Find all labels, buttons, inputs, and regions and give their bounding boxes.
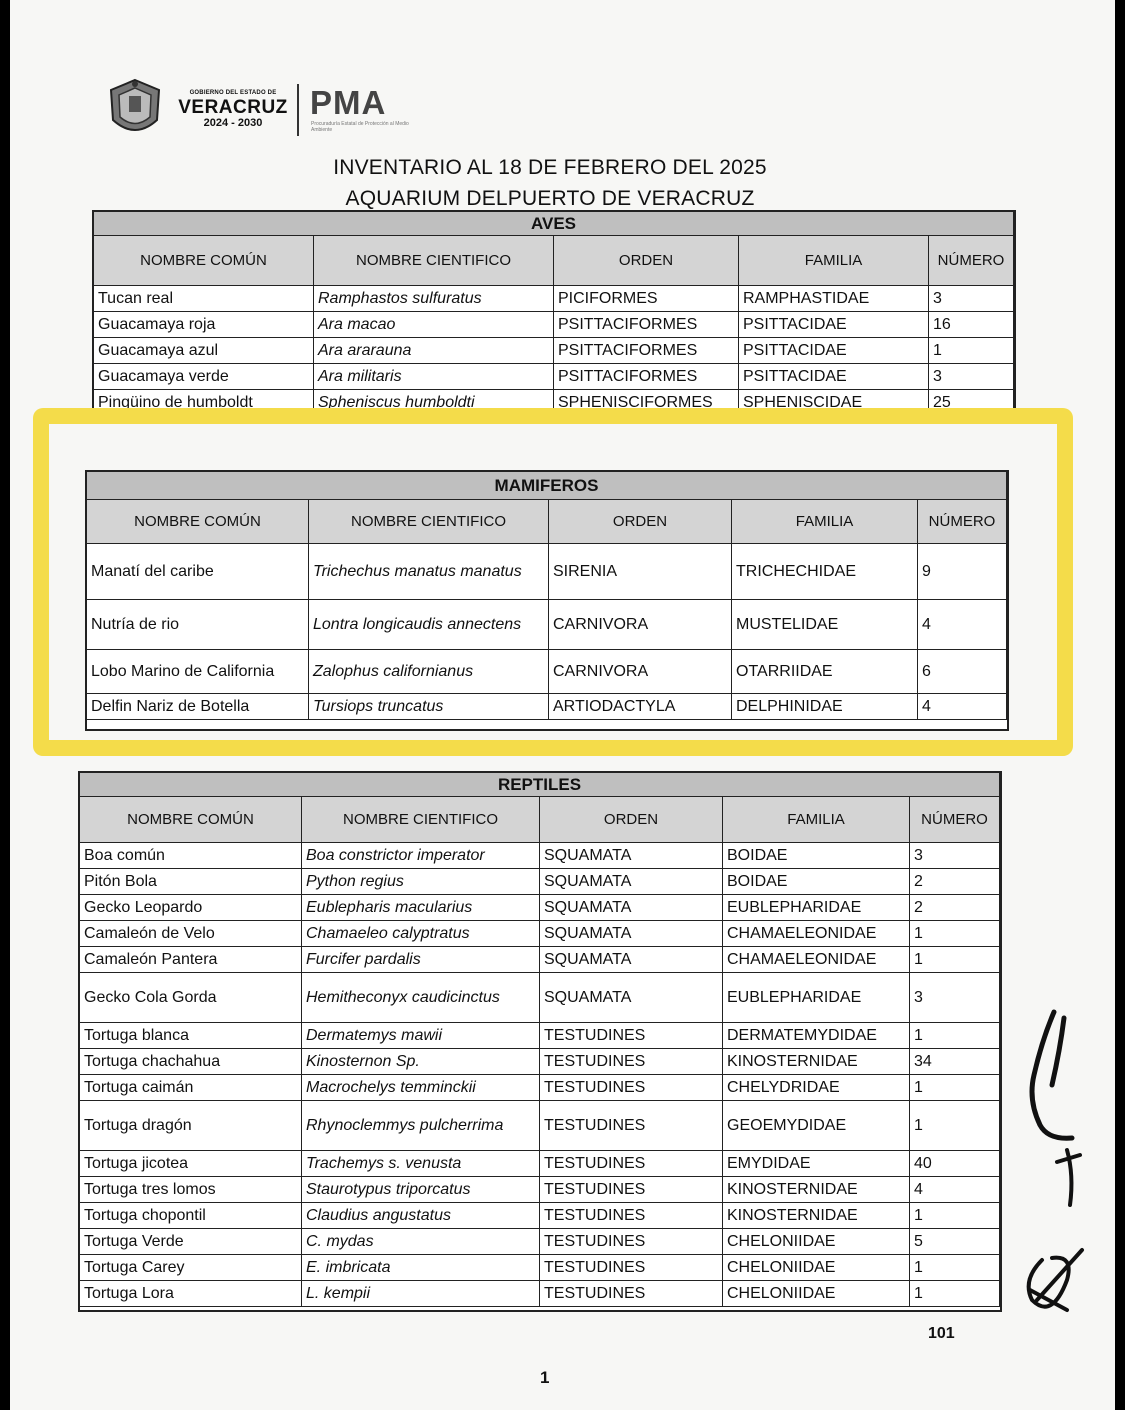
cell-orden: TESTUDINES [540,1023,723,1049]
cell-familia: GEOEMYDIDAE [723,1101,910,1151]
cell-nombre-cientifico: L. kempii [302,1281,540,1307]
column-header-nombre-comun: NOMBRE COMÚN [87,500,309,544]
cell-nombre-comun: Tortuga blanca [80,1023,302,1049]
cell-familia: KINOSTERNIDAE [723,1177,910,1203]
cell-nombre-cientifico: Furcifer pardalis [302,947,540,973]
column-header-numero: NÚMERO [929,236,1014,286]
section-title: REPTILES [80,773,1000,797]
cell-nombre-comun: Tortuga Verde [80,1229,302,1255]
column-header-familia: FAMILIA [723,797,910,843]
cell-familia: CHELONIIDAE [723,1255,910,1281]
cell-nombre-cientifico: Staurotypus triporcatus [302,1177,540,1203]
cell-familia: TRICHECHIDAE [732,544,918,600]
document-subtitle: AQUARIUM DELPUERTO DE VERACRUZ [345,187,755,210]
cell-numero: 4 [918,600,1007,650]
cell-nombre-cientifico: Dermatemys mawii [302,1023,540,1049]
document-title: INVENTARIO AL 18 DE FEBRERO DEL 2025 [333,156,767,179]
section-title: AVES [94,212,1014,236]
cell-familia: DERMATEMYDIDAE [723,1023,910,1049]
cell-familia: EUBLEPHARIDAE [723,973,910,1023]
state-name: VERACRUZ [178,97,288,118]
cell-familia: CHELYDRIDAE [723,1075,910,1101]
column-header-familia: FAMILIA [732,500,918,544]
column-header-orden: ORDEN [554,236,739,286]
cell-familia: EUBLEPHARIDAE [723,895,910,921]
cell-orden: TESTUDINES [540,1177,723,1203]
cell-orden: TESTUDINES [540,1255,723,1281]
cell-nombre-cientifico: Ara militaris [314,364,554,390]
cell-nombre-cientifico: Chamaeleo calyptratus [302,921,540,947]
cell-familia: CHAMAELEONIDAE [723,947,910,973]
cell-numero: 1 [910,1281,1000,1307]
cell-nombre-comun: Manatí del caribe [87,544,309,600]
cell-nombre-cientifico: C. mydas [302,1229,540,1255]
column-header-nombre-cientifico: NOMBRE CIENTIFICO [309,500,549,544]
cell-numero: 4 [910,1177,1000,1203]
column-header-nombre-cientifico: NOMBRE CIENTIFICO [302,797,540,843]
cell-nombre-cientifico: Ramphastos sulfuratus [314,286,554,312]
cell-nombre-comun: Tortuga chopontil [80,1203,302,1229]
cell-nombre-comun: Tucan real [94,286,314,312]
cell-familia: BOIDAE [723,869,910,895]
cell-nombre-cientifico: Kinosternon Sp. [302,1049,540,1075]
cell-nombre-comun: Tortuga Carey [80,1255,302,1281]
cell-nombre-comun: Tortuga jicotea [80,1151,302,1177]
cell-familia: PSITTACIDAE [739,338,929,364]
cell-familia: DELPHINIDAE [732,694,918,720]
page-number: 1 [540,1368,550,1387]
cell-numero: 9 [918,544,1007,600]
cell-nombre-comun: Gecko Cola Gorda [80,973,302,1023]
cell-familia: KINOSTERNIDAE [723,1203,910,1229]
cell-familia: MUSTELIDAE [732,600,918,650]
cell-numero: 3 [929,286,1014,312]
column-header-orden: ORDEN [549,500,732,544]
government-label: GOBIERNO DEL ESTADO DE [189,90,277,96]
cell-nombre-comun: Gecko Leopardo [80,895,302,921]
cell-nombre-cientifico: Python regius [302,869,540,895]
cell-nombre-cientifico: Claudius angustatus [302,1203,540,1229]
cell-numero: 5 [910,1229,1000,1255]
cell-familia: OTARRIIDAE [732,650,918,694]
cell-orden: SQUAMATA [540,869,723,895]
cell-orden: PSITTACIFORMES [554,312,739,338]
cell-nombre-comun: Tortuga Lora [80,1281,302,1307]
cell-orden: ARTIODACTYLA [549,694,732,720]
pma-logo: PMA [310,84,387,121]
cell-numero: 3 [910,843,1000,869]
cell-nombre-comun: Delfin Nariz de Botella [87,694,309,720]
cell-nombre-cientifico: Ara ararauna [314,338,554,364]
cell-familia: SPHENISCIDAE [739,390,929,414]
cell-nombre-comun: Tortuga dragón [80,1101,302,1151]
cell-familia: EMYDIDAE [723,1151,910,1177]
column-header-nombre-comun: NOMBRE COMÚN [80,797,302,843]
cell-numero: 1 [910,1255,1000,1281]
cell-orden: SPHENISCIFORMES [554,390,739,414]
cell-nombre-comun: Guacamaya verde [94,364,314,390]
cell-nombre-comun: Boa común [80,843,302,869]
cell-numero: 3 [910,973,1000,1023]
column-header-numero: NÚMERO [910,797,1000,843]
cell-nombre-comun: Camaleón Pantera [80,947,302,973]
cell-nombre-cientifico: Ara macao [314,312,554,338]
cell-orden: SQUAMATA [540,895,723,921]
cell-orden: TESTUDINES [540,1075,723,1101]
cell-nombre-comun: Camaleón de Velo [80,921,302,947]
cell-familia: RAMPHASTIDAE [739,286,929,312]
cell-orden: SQUAMATA [540,843,723,869]
cell-orden: TESTUDINES [540,1281,723,1307]
cell-orden: TESTUDINES [540,1203,723,1229]
cell-orden: TESTUDINES [540,1049,723,1075]
column-header-familia: FAMILIA [739,236,929,286]
cell-numero: 4 [918,694,1007,720]
mamiferos-table [85,470,1009,731]
cell-familia: PSITTACIDAE [739,364,929,390]
column-header-nombre-comun: NOMBRE COMÚN [94,236,314,286]
cell-orden: SQUAMATA [540,921,723,947]
cell-nombre-comun: Guacamaya azul [94,338,314,364]
cell-familia: CHAMAELEONIDAE [723,921,910,947]
cell-nombre-comun: Tortuga chachahua [80,1049,302,1075]
cell-nombre-cientifico: E. imbricata [302,1255,540,1281]
aves-table [92,210,1016,414]
cell-orden: PSITTACIFORMES [554,338,739,364]
cell-nombre-cientifico: Spheniscus humboldti [314,390,554,414]
cell-numero: 1 [910,947,1000,973]
cell-nombre-cientifico: Boa constrictor imperator [302,843,540,869]
cell-nombre-cientifico: Eublepharis macularius [302,895,540,921]
cell-numero: 1 [910,1203,1000,1229]
cell-orden: PSITTACIFORMES [554,364,739,390]
cell-nombre-cientifico: Trichechus manatus manatus [309,544,549,600]
cell-numero: 3 [929,364,1014,390]
cell-nombre-comun: Tortuga tres lomos [80,1177,302,1203]
cell-nombre-cientifico: Macrochelys temminckii [302,1075,540,1101]
cell-familia: CHELONIIDAE [723,1229,910,1255]
cell-numero: 6 [918,650,1007,694]
cell-nombre-comun: Pingüino de humboldt [94,390,314,414]
cell-nombre-cientifico: Lontra longicaudis annectens [309,600,549,650]
cell-familia: KINOSTERNIDAE [723,1049,910,1075]
cell-numero: 1 [929,338,1014,364]
cell-numero: 25 [929,390,1014,414]
section-title: MAMIFEROS [87,472,1007,500]
state-seal-icon [107,78,163,140]
cell-orden: SQUAMATA [540,947,723,973]
cell-familia: CHELONIIDAE [723,1281,910,1307]
reptiles-table [78,771,1002,1312]
cell-numero: 40 [910,1151,1000,1177]
cell-orden: CARNIVORA [549,650,732,694]
cell-orden: TESTUDINES [540,1229,723,1255]
administration-years: 2024 - 2030 [203,117,263,129]
cell-nombre-comun: Pitón Bola [80,869,302,895]
cell-nombre-cientifico: Hemitheconyx caudicinctus [302,973,540,1023]
pma-subtitle: Procuraduría Estatal de Protección al Medio Ambiente [311,121,409,133]
logo-divider [297,84,299,136]
cell-numero: 1 [910,1023,1000,1049]
cell-numero: 2 [910,895,1000,921]
cell-nombre-comun: Tortuga caimán [80,1075,302,1101]
cell-numero: 1 [910,1101,1000,1151]
cell-nombre-cientifico: Trachemys s. venusta [302,1151,540,1177]
cell-numero: 1 [910,921,1000,947]
cell-nombre-comun: Lobo Marino de California [87,650,309,694]
cell-orden: SQUAMATA [540,973,723,1023]
cell-orden: TESTUDINES [540,1151,723,1177]
column-header-orden: ORDEN [540,797,723,843]
cell-orden: SIRENIA [549,544,732,600]
cell-nombre-cientifico: Rhynoclemmys pulcherrima [302,1101,540,1151]
handwritten-signature [1012,1000,1112,1340]
cell-familia: BOIDAE [723,843,910,869]
cell-numero: 34 [910,1049,1000,1075]
cell-nombre-comun: Guacamaya roja [94,312,314,338]
column-header-nombre-cientifico: NOMBRE CIENTIFICO [314,236,554,286]
cell-nombre-comun: Nutría de rio [87,600,309,650]
cell-numero: 2 [910,869,1000,895]
cell-nombre-cientifico: Zalophus californianus [309,650,549,694]
cell-numero: 1 [910,1075,1000,1101]
cell-familia: PSITTACIDAE [739,312,929,338]
cell-nombre-cientifico: Tursiops truncatus [309,694,549,720]
page-reference: 101 [928,1325,955,1342]
cell-orden: TESTUDINES [540,1101,723,1151]
cell-orden: PICIFORMES [554,286,739,312]
column-header-numero: NÚMERO [918,500,1007,544]
cell-orden: CARNIVORA [549,600,732,650]
cell-numero: 16 [929,312,1014,338]
